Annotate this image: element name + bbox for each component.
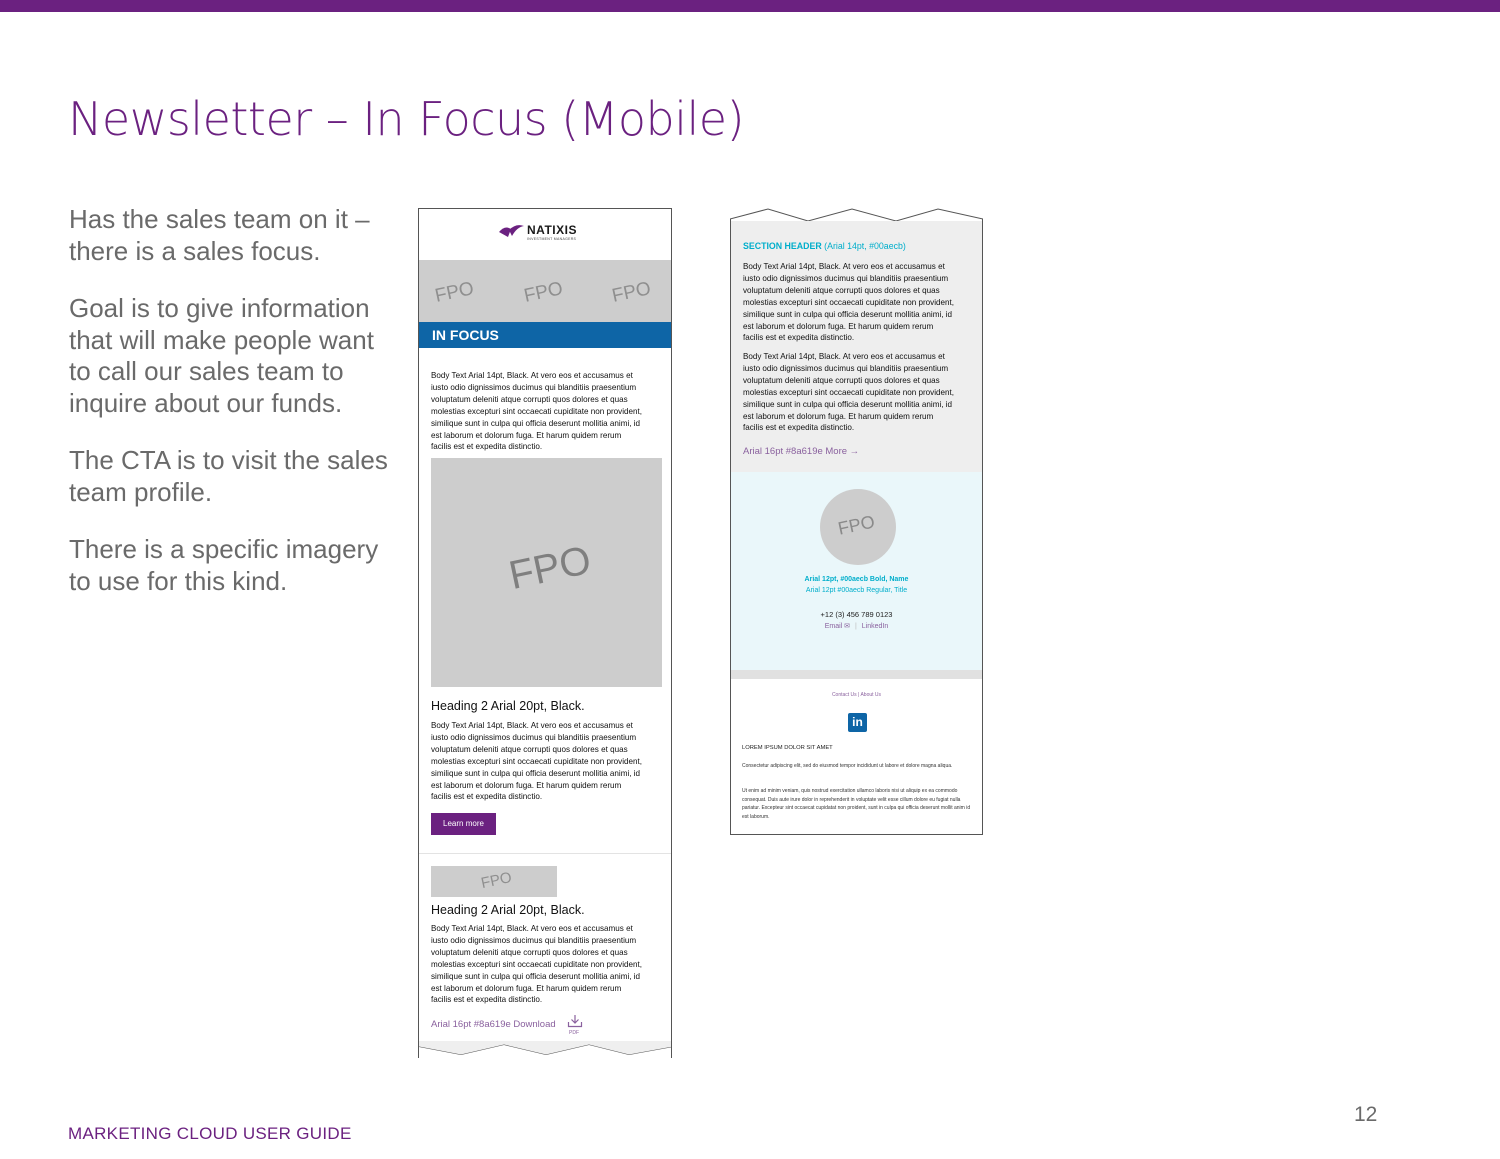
- body-line: facilis est et expedita distinctio.: [743, 423, 855, 433]
- body-line: iusto odio dignissimos ducimus qui blanditiis praesentium: [431, 732, 637, 742]
- linkedin-icon[interactable]: in: [848, 713, 867, 732]
- banner-image-placeholder: [419, 260, 671, 322]
- body-line: iusto odio dignissimos ducimus qui blanditiis praesentium: [431, 382, 637, 392]
- body-text-block: [431, 370, 642, 453]
- body-line: facilis est et expedita distinctio.: [431, 442, 543, 452]
- body-line: similique sunt in culpa qui officia deserunt mollitia animi, id: [743, 399, 953, 409]
- section-divider: [419, 853, 671, 854]
- page-title: Newsletter – In Focus (Mobile): [68, 92, 745, 146]
- body-line: est laborum et dolorum fuga. Et harum quidem rerum: [431, 780, 622, 790]
- linkedin-link[interactable]: LinkedIn: [861, 623, 889, 630]
- body-line: molestias excepturi sint occaecati cupiditate non provident,: [431, 406, 643, 416]
- footer-heading: LOREM IPSUM DOLOR SIT AMET: [742, 745, 833, 751]
- body-line: facilis est et expedita distinctio.: [743, 333, 855, 343]
- body-line: voluptatum deleniti atque corrupti quos dolores et quas: [743, 285, 940, 295]
- profile-name: Arial 12pt, #00aecb Bold, Name: [804, 576, 909, 583]
- footer-disclaimer: Ut enim ad minim veniam, quis nostrud exercitation ullamco laboris nisi ut aliquip ex ea commodo consequat. Duis aute irure dolor in reprehenderit in voluptate velit esse cillum dolore eu fugiat nulla pariatur. Excepteur sint occaecat cupidatat non proident, sunt in culpa qui officia deserunt mollit anim id est laborum.: [742, 788, 971, 820]
- body-line: similique sunt in culpa qui officia deserunt mollitia animi, id: [743, 309, 953, 319]
- body-line: voluptatum deleniti atque corrupti quos dolores et quas: [431, 947, 628, 957]
- body-line: est laborum et dolorum fuga. Et harum quidem rerum: [743, 411, 934, 421]
- body-line: molestias excepturi sint occaecati cupiditate non provident,: [431, 959, 643, 969]
- footer-text: Consectetur adipiscing elit, sed do eiusmod tempor incididunt ut labore et dolore magna aliqua.: [742, 763, 953, 769]
- logo-text: NATIXIS: [527, 223, 577, 237]
- link-separator: |: [855, 623, 857, 630]
- body-line: similique sunt in culpa qui officia deserunt mollitia animi, id: [431, 768, 641, 778]
- in-focus-title: IN FOCUS: [432, 327, 499, 343]
- body-line: voluptatum deleniti atque corrupti quos dolores et quas: [431, 744, 628, 754]
- body-line: iusto odio dignissimos ducimus qui blanditiis praesentium: [743, 363, 949, 373]
- body-text-block: [431, 923, 642, 1006]
- body-line: Body Text Arial 14pt, Black. At vero eos et accusamus et: [431, 371, 633, 380]
- description-bullets: [69, 204, 399, 623]
- body-line: facilis est et expedita distinctio.: [431, 792, 543, 802]
- mobile-newsletter-mockup-continued: [730, 205, 983, 835]
- torn-edge-bottom: [419, 1041, 672, 1058]
- body-line: Body Text Arial 14pt, Black. At vero eos et accusamus et: [431, 721, 633, 730]
- footer-separator: [731, 670, 982, 679]
- mobile-newsletter-mockup: [418, 208, 672, 1058]
- bullet-goal: Goal is to give information that will make people want to call our sales team to inquire about our funds.: [69, 293, 374, 418]
- fpo-label: FPO: [433, 278, 476, 307]
- small-image-placeholder: [431, 866, 557, 897]
- section-header: [743, 241, 906, 251]
- footer-links[interactable]: Contact Us | About Us: [831, 692, 882, 698]
- body-line: iusto odio dignissimos ducimus qui blanditiis praesentium: [431, 935, 637, 945]
- fpo-label: FPO: [610, 278, 653, 307]
- body-line: iusto odio dignissimos ducimus qui blanditiis praesentium: [743, 273, 949, 283]
- in-focus-header: [419, 322, 671, 348]
- fpo-label: FPO: [505, 537, 595, 599]
- fpo-label: FPO: [522, 278, 565, 307]
- body-line: Body Text Arial 14pt, Black. At vero eos et accusamus et: [743, 262, 945, 271]
- profile-links: [730, 622, 983, 630]
- bullet-imagery: There is a specific imagery to use for this kind.: [69, 534, 379, 596]
- body-line: voluptatum deleniti atque corrupti quos dolores et quas: [743, 375, 940, 385]
- body-text-block: [431, 720, 642, 803]
- section-background: [731, 221, 982, 472]
- body-line: est laborum et dolorum fuga. Et harum quidem rerum: [743, 321, 934, 331]
- fpo-label: FPO: [836, 511, 877, 539]
- body-line: est laborum et dolorum fuga. Et harum quidem rerum: [431, 983, 622, 993]
- body-line: similique sunt in culpa qui officia deserunt mollitia animi, id: [431, 971, 641, 981]
- body-line: Body Text Arial 14pt, Black. At vero eos et accusamus et: [743, 352, 945, 361]
- profile-photo-placeholder: [820, 489, 896, 565]
- top-accent-bar: [0, 0, 1500, 12]
- bullet-cta: The CTA is to visit the sales team profile.: [69, 445, 388, 507]
- section-header-spec: (Arial 14pt, #00aecb): [821, 241, 906, 251]
- feature-image-placeholder: [431, 458, 662, 687]
- download-icon[interactable]: [567, 1014, 583, 1028]
- body-text-block: [743, 351, 954, 434]
- body-line: molestias excepturi sint occaecati cupiditate non provident,: [431, 756, 643, 766]
- profile-title: Arial 12pt #00aecb Regular, Title: [805, 587, 908, 594]
- article-heading: Heading 2 Arial 20pt, Black.: [431, 699, 585, 713]
- download-link[interactable]: Arial 16pt #8a619e Download: [431, 1019, 556, 1030]
- more-link[interactable]: Arial 16pt #8a619e More →: [743, 446, 860, 457]
- body-line: Body Text Arial 14pt, Black. At vero eos et accusamus et: [431, 924, 633, 933]
- section-header-title: SECTION HEADER: [743, 241, 822, 251]
- article-heading: Heading 2 Arial 20pt, Black.: [431, 903, 585, 917]
- body-line: molestias excepturi sint occaecati cupiditate non provident,: [743, 297, 955, 307]
- body-text-block: [743, 261, 954, 344]
- bullet-sales-focus: Has the sales team on it – there is a sales focus.: [69, 204, 370, 266]
- logo-subtitle: INVESTMENT MANAGERS: [527, 237, 577, 241]
- email-link[interactable]: Email ✉: [824, 623, 851, 630]
- body-line: est laborum et dolorum fuga. Et harum quidem rerum: [431, 430, 622, 440]
- document-footer: MARKETING CLOUD USER GUIDE: [68, 1124, 352, 1143]
- body-line: facilis est et expedita distinctio.: [431, 995, 543, 1005]
- pdf-label: PDF: [569, 1030, 579, 1036]
- body-line: voluptatum deleniti atque corrupti quos dolores et quas: [431, 394, 628, 404]
- page-number: 12: [1354, 1103, 1378, 1126]
- learn-more-button[interactable]: Learn more: [431, 813, 496, 835]
- body-line: molestias excepturi sint occaecati cupiditate non provident,: [743, 387, 955, 397]
- body-line: similique sunt in culpa qui officia deserunt mollitia animi, id: [431, 418, 641, 428]
- natixis-logo-icon: [499, 223, 525, 239]
- profile-phone: +12 (3) 456 789 0123: [820, 610, 893, 619]
- fpo-label: FPO: [479, 868, 514, 893]
